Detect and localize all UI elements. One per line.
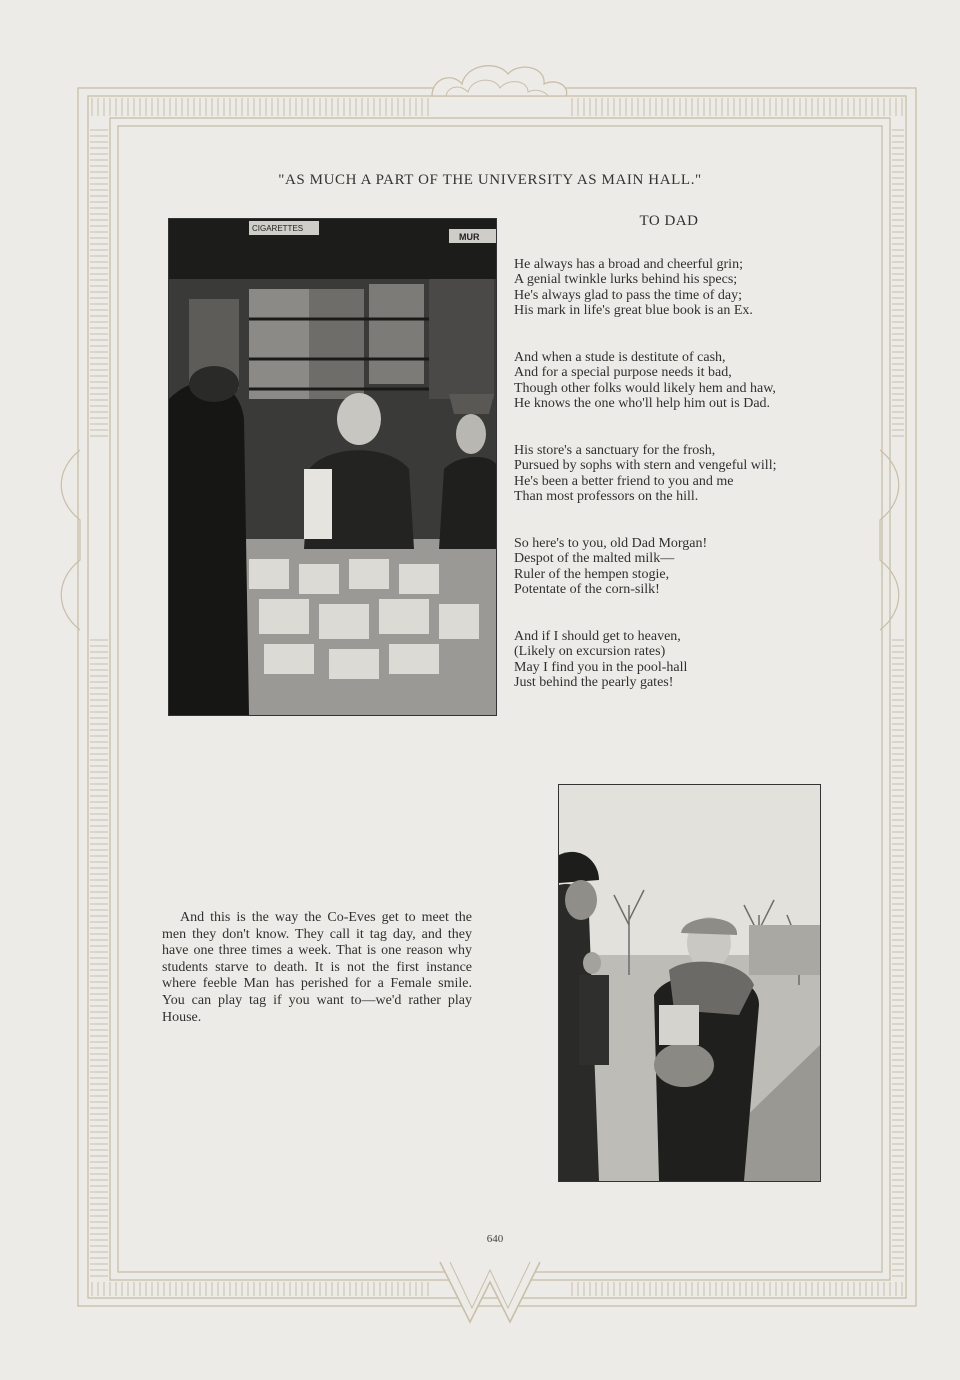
tag-day-photo bbox=[558, 784, 821, 1182]
sign-cigarettes: CIGARETTES bbox=[252, 224, 304, 233]
poem-line: Than most professors on the hill. bbox=[514, 489, 699, 504]
poem-line: A genial twinkle lurks behind his specs; bbox=[514, 272, 738, 287]
poem-line: Ruler of the hempen stogie, bbox=[514, 566, 670, 582]
poem-line: Though other folks would likely hem and haw, bbox=[514, 380, 776, 396]
sign-mur: MUR bbox=[459, 232, 480, 242]
poem-stanza bbox=[514, 629, 824, 691]
tag-day-caption: And this is the way the Co-Eves get to meet the men they don't know. They call it tag day, and they have one three times a week. That is one reason why students starve to death. It is not the first instance where feeble Man has perished for a Female smile. You can play tag if you want to—we'd rather play House. bbox=[162, 910, 472, 1025]
poem-line: He always has a broad and cheerful grin; bbox=[514, 256, 743, 272]
poem-stanza bbox=[514, 257, 824, 319]
poem bbox=[514, 210, 824, 722]
poem-line: And if I should get to heaven, bbox=[514, 628, 681, 644]
poem-line: And for a special purpose needs it bad, bbox=[514, 365, 732, 380]
poem-line: His mark in life's great blue book is an Ex. bbox=[514, 303, 753, 318]
poem-line: Just behind the pearly gates! bbox=[514, 675, 674, 690]
poem-title: TO DAD bbox=[639, 213, 699, 229]
poem-line: He knows the one who'll help him out is Dad. bbox=[514, 396, 771, 411]
poem-stanza bbox=[514, 536, 824, 598]
poem-line: Pursued by sophs with stern and vengeful will; bbox=[514, 458, 777, 473]
store-interior-photo bbox=[168, 218, 497, 716]
poem-line: His store's a sanctuary for the frosh, bbox=[514, 442, 716, 458]
poem-line: Potentate of the corn-silk! bbox=[514, 582, 660, 597]
poem-stanza bbox=[514, 350, 824, 412]
poem-line: He's always glad to pass the time of day; bbox=[514, 287, 743, 303]
poem-line: And when a stude is destitute of cash, bbox=[514, 349, 726, 365]
poem-line: Despot of the malted milk— bbox=[514, 551, 675, 566]
poem-line: (Likely on excursion rates) bbox=[514, 644, 666, 659]
poem-line: May I find you in the pool-hall bbox=[514, 659, 688, 675]
poem-line: So here's to you, old Dad Morgan! bbox=[514, 535, 708, 551]
page-number: 640 bbox=[486, 1233, 504, 1245]
poem-line: He's been a better friend to you and me bbox=[514, 473, 734, 489]
page-heading: "AS MUCH A PART OF THE UNIVERSITY AS MAIN HALL." bbox=[278, 172, 702, 188]
poem-stanza bbox=[514, 443, 824, 505]
